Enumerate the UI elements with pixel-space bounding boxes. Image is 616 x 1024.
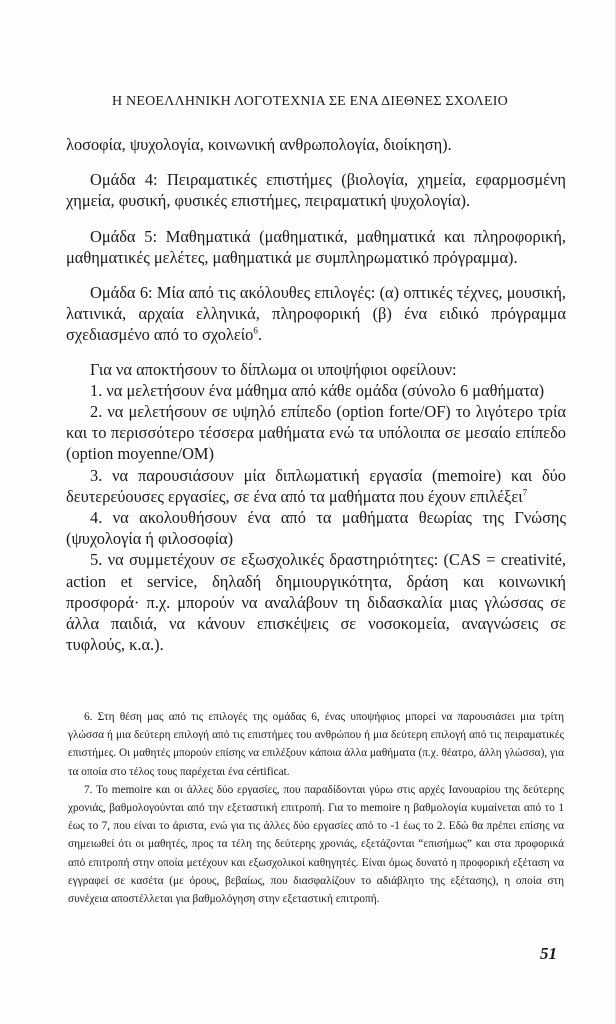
continuation-paragraph: λοσοφία, ψυχολογία, κοινωνική ανθρωπολογία, διοίκηση). (66, 135, 452, 154)
requirements-intro: Για να αποκτήσουν το δίπλωμα οι υποψήφιοι οφείλουν: (90, 359, 457, 379)
footnote-6: 6. Στη θέση μας από τις επιλογές της ομάδας 6, ένας υποψήφιος μπορεί να παρουσιάσει μια τρίτη γλώσσα ή μια δεύτερη επιλογή από τις επιστήμες του ανθρώπου ή μια δεύτερη επιλογή από τις πειραματικές επιστήμες. Οι μαθητές μπορούν επίσης να επιλέξουν κάποια άλλα μαθήματα (π.χ. θέατρο, άλλη γλώσσα), για τα οποία στο τέλος τους παρέχεται ένα cértificat. (68, 711, 564, 778)
requirement-3-text: 3. να παρουσιάσουν μία διπλωματική εργασία (memoire) και δύο δευτερεύουσες εργασίες, σε ένα από τα μαθήματα που έχουν επιλέξει (66, 465, 566, 506)
requirement-4: 4. να ακολουθήσουν ένα από τα μαθήματα θεωρίας της Γνώσης (ψυχολογία ή φιλοσοφία) (66, 508, 566, 549)
requirement-2: 2. να μελετήσουν σε υψηλό επίπεδο (option forte/OF) το λιγότερο τρία και το περισσότερο τέσσερα μαθήματα ενώ τα υπόλοιπα σε μεσαίο επίπεδο (option moyenne/OM) (66, 402, 566, 464)
requirement-5: 5. να συμμετέχουν σε εξωσχολικές δραστηριότητες: (CAS = creativité, action et service, δηλαδή δημιουργικότητα, δράση και κοινωνική προσφορά· π.χ. μπορούν να αναλάβουν τη διδασκαλία μιας γλώσσας σε άλλα παιδιά, να κάνουν επισκέψεις σε νοσοκομεία, αναγνώσεις σε τυφλούς, κ.α.). (66, 550, 566, 655)
group-5-paragraph: Ομάδα 5: Μαθηματικά (μαθηματικά, μαθηματικά και πληροφορική, μαθηματικές μελέτες, μαθηματικά με συμπληρωματικό πρόγραμμα). (66, 226, 566, 267)
footnote-ref-7: 7 (522, 487, 528, 498)
footnote-ref-6: 6 (253, 325, 258, 336)
main-text (66, 134, 566, 655)
group-4-paragraph: Ομάδα 4: Πειραματικές επιστήμες (βιολογία, χημεία, εφαρμοσμένη χημεία, φυσική, φυσικές επιστήμες, πειραματική ψυχολογία). (66, 170, 566, 211)
page-number: 51 (540, 944, 557, 963)
group-6-text: Ομάδα 6: Μία από τις ακόλουθες επιλογές: (α) οπτικές τέχνες, μουσική, λατινικά, αρχαία ελληνικά, πληροφορική (β) ένα ειδικό πρόγραμμα σχεδιασμένο από το σχολείο (66, 283, 566, 345)
group-6-paragraph (66, 282, 566, 346)
requirement-1: 1. να μελετήσουν ένα μάθημα από κάθε ομάδα (σύνολο 6 μαθήματα) (90, 380, 545, 400)
requirement-3 (66, 465, 566, 507)
running-head: Η ΝΕΟΕΛΛΗΝΙΚΗ ΛΟΓΟΤΕΧΝΙΑ ΣΕ ΕΝΑ ΔΙΕΘΝΕΣ ΣΧΟΛΕΙΟ (112, 94, 508, 109)
footnote-7: 7. Το memoire και οι άλλες δύο εργασίες, που παραδίδονται γύρω στις αρχές Ιανουαρίου της δεύτερης χρονιάς, βαθμολογούνται από την εξεταστική επιτροπή. Για το memoire η βαθμολογία κυμαίνεται από το 1 έως το 7, που είναι το άριστα, ενώ για τις άλλες δύο εργασίες από το -1 έως το 2. Εδώ θα πρέπει επίσης να σημειωθεί ότι οι μαθητές, προς τα τέλη της δεύτερης χρονιάς, εξετάζονται “επισήμως” και στα προφορικά από επιτροπή στην οποία μετέχουν και εξωσχολικοί καθηγητές. Είναι όμως δυνατό η προφορική εξέταση να εγγραφεί σε κασέτα (με όρους, βεβαίως, που διασφαλίζουν το αδιάβλητο της εξέτασης), η οποία στη συνέχεια αποστέλλεται για βαθμολόγηση στην εξεταστική επιτροπή. (68, 783, 564, 906)
group-6-end: . (257, 325, 262, 345)
footnotes (68, 708, 564, 908)
